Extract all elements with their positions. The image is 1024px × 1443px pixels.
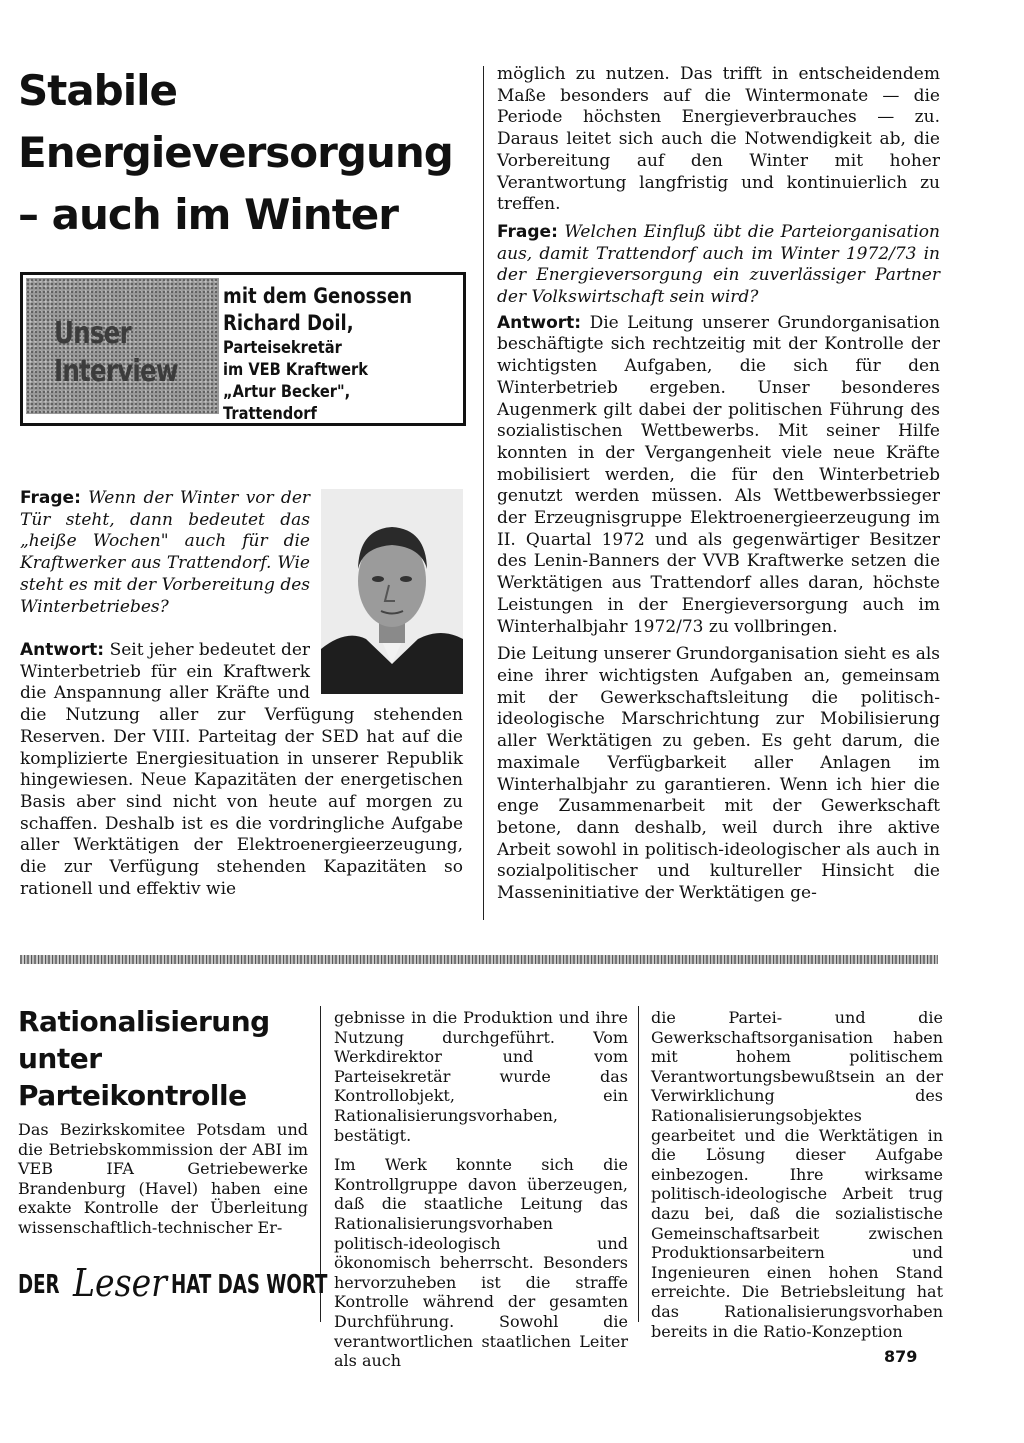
question-label: Frage: bbox=[497, 221, 558, 242]
answer-text: Seit jeher bedeutet der Winterbetrieb für ein Kraftwerk die Anspannung aller Kräfte und die Nutzung aller zur Verfügung stehenden Reserven. Der VIII. Parteitag der SED hat auf die komplizierte Energiesituation in unserer Republik hingewiesen. Neue Kapazitäten der energetischen Basis aber sind nicht von heute auf morgen zu schaffen. Deshalb ist es die vordringliche Aufgabe aller Werktätigen der Elektroenergieerzeugung, die zur Verfügung stehenden Kapazitäten so rationell und effektiv wie bbox=[20, 640, 463, 899]
interviewee-role: im VEB Kraftwerk bbox=[223, 360, 368, 380]
title-line: Energieversorgung bbox=[18, 128, 453, 177]
article2-column-2 bbox=[334, 1008, 628, 1371]
rubric-text: DER bbox=[18, 1270, 60, 1300]
page-number: 879 bbox=[884, 1347, 918, 1366]
interviewee-info bbox=[223, 283, 458, 425]
question-text: Welchen Einfluß übt die Parteiorganisation aus, damit Trattendorf auch im Winter 1972/73 in der Energieversorgung ein zuverlässiger Partner der Volkswirtschaft sein wird? bbox=[497, 221, 940, 308]
rubric-script-word bbox=[71, 1262, 171, 1308]
paragraph: Das Bezirkskomitee Potsdam und die Betriebskommission der ABI im VEB IFA Getriebewerke Brandenburg (Havel) haben eine exakte Kontrolle der Überleitung wissenschaftlich-technischer Er- bbox=[18, 1120, 308, 1237]
article2-column-3 bbox=[651, 1008, 943, 1341]
interviewee-name: Richard Doil, bbox=[223, 311, 354, 335]
interviewee-role: Parteisekretär bbox=[223, 338, 342, 358]
interview-right-column bbox=[497, 64, 940, 905]
paragraph: möglich zu nutzen. Das trifft in entscheidendem Maße besonders auf die Wintermonate — die Periode höchsten Energieverbrauches — zu. Daraus leitet sich auch die Notwendigkeit ab, die Vorbereitung auf den Winter mit hoher Verantwortung langfristig und kontinuierlich zu treffen. bbox=[497, 64, 940, 215]
title-line: – auch im Winter bbox=[18, 190, 398, 239]
paragraph: Die Leitung unserer Grundorganisation sieht es als eine ihrer wichtigsten Aufgaben an, gemeinsam mit der Gewerkschaftsleitung die politisch-ideologische Marschrichtung zur Mobilisierung aller Werktätigen zu geben. Es geht darum, die maximale Verfügbarkeit aller Anlagen im Winterhalbjahr zu garantieren. Wenn ich hier die enge Zusammenarbeit mit der Gewerkschaft betone, dann deshalb, weil durch ihre aktive Arbeit sowohl in politisch-ideologischer als auch in sozialpolitischer und kultureller Hinsicht die Masseninitiative der Werktätigen ge- bbox=[497, 644, 940, 904]
rubric-text: HAT DAS WORT bbox=[171, 1270, 328, 1300]
title-line: Parteikontrolle bbox=[18, 1079, 247, 1112]
rubric-script-text: Leser bbox=[72, 1262, 170, 1305]
interview-intro: mit dem Genossen bbox=[223, 284, 413, 308]
paragraph: die Partei- und die Gewerkschaftsorganisation haben mit hohem politischem Verantwortungsbewußtsein an der Verwirklichung des Rationalisierungsobjektes gearbeitet und die Werktätigen in die Lösung dieser Aufgabe einbezogen. Ihre wirksame politisch-ideologische Arbeit trug dazu bei, daß die sozialistische Gemeinschaftsarbeit zwischen Produktionsarbeitern und Ingenieuren einen hohen Stand erreichte. Die Betriebsleitung hat das Rationalisierungsvorhaben bereits in die Ratio-Konzeption bbox=[651, 1008, 943, 1341]
answer-text: Die Leitung unserer Grundorganisation beschäftigte sich rechtzeitig mit der Kontrolle der wichtigsten Aufgaben, die sich für den Winterbetrieb ergeben. Unser besonderes Augenmerk gilt dabei der politischen Führung des sozialistischen Wettbewerbs. Mit seiner Hilfe konnten in der Vergangenheit viele neue Kräfte mobilisiert werden, die für den Winterbetrieb genutzt werden müssen. Als Wettbewerbssieger der Erzeugnisgruppe Elektroenergieerzeugung im II. Quartal 1972 und als gegenwärtiger Besitzer des Lenin-Banners der VVB Kraftwerke setzen die Werktätigen aus Trattendorf alles daran, höchste Leistungen in der Energieversorgung auch im Winterhalbjahr 1972/73 zu vollbringen. bbox=[497, 312, 941, 637]
title-line: Rationalisierung bbox=[18, 1005, 270, 1038]
paragraph: gebnisse in die Produktion und ihre Nutzung durchgeführt. Vom Werkdirektor und vom Parteisekretär wurde das Kontrollobjekt, ein Rationalisierungsvorhaben, bestätigt. bbox=[334, 1008, 628, 1145]
column-divider bbox=[638, 1006, 639, 1322]
title-line: unter bbox=[18, 1042, 102, 1075]
reader-rubric-logo bbox=[18, 1262, 395, 1310]
question-label: Frage: bbox=[20, 488, 81, 508]
interview-answer-1 bbox=[20, 640, 463, 900]
section-separator bbox=[20, 955, 938, 964]
interviewee-role: Trattendorf bbox=[223, 404, 317, 424]
interview-label-panel bbox=[26, 278, 219, 414]
interview-box bbox=[20, 272, 466, 426]
article2-column-1 bbox=[18, 1120, 308, 1238]
interview-label: Interview bbox=[54, 354, 178, 389]
paragraph: Im Werk konnte sich die Kontrollgruppe davon überzeugen, daß die staatliche Leitung das Rationalisierungsvorhaben politisch-ideologisch und ökonomisch beherrscht. Besonders hervorzuheben ist die straffe Kontrolle während der gesamten Durchführung. Sowohl die verantwortlichen staatlichen Leiter als auch bbox=[334, 1155, 628, 1371]
title-line: Stabile bbox=[18, 66, 178, 115]
answer-label: Antwort: bbox=[497, 312, 582, 333]
interview-label: Unser bbox=[54, 316, 131, 351]
question-text: Wenn der Winter vor der Tür steht, dann bedeutet das „heiße Wochen" auch für die Kraftwerker aus Trattendorf. Wie steht es mit der Vorbereitung des Winterbetriebes? bbox=[20, 488, 311, 617]
interview-question-1 bbox=[20, 488, 310, 618]
article-title bbox=[18, 1003, 318, 1114]
interviewee-role: „Artur Becker", bbox=[223, 382, 351, 402]
article-title bbox=[18, 60, 478, 246]
column-divider bbox=[483, 66, 484, 920]
answer-label: Antwort: bbox=[20, 640, 105, 660]
